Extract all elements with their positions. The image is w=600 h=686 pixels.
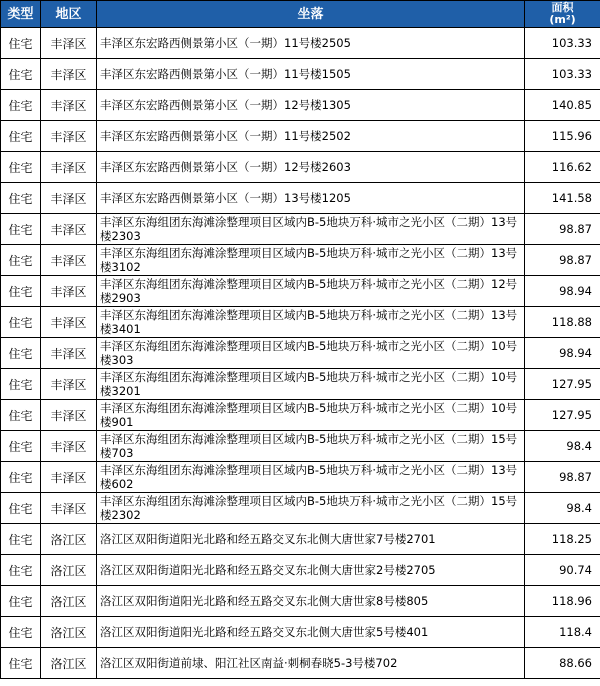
table-row — [1, 586, 600, 617]
area-cell: 127.95 — [525, 400, 600, 431]
table-row — [1, 28, 600, 59]
location-cell: 洛江区双阳街道阳光北路和经五路交叉东北侧大唐世家8号楼805 — [97, 586, 525, 617]
table-row — [1, 338, 600, 369]
table-row — [1, 90, 600, 121]
district-cell: 丰泽区 — [41, 152, 97, 183]
type-cell: 住宅 — [1, 90, 41, 121]
table-row — [1, 121, 600, 152]
table-row — [1, 617, 600, 648]
location-cell: 丰泽区东海组团东海滩涂整理项目区域内B-5地块万科·城市之光小区（二期）10号楼303 — [97, 338, 525, 369]
type-cell: 住宅 — [1, 307, 41, 338]
location-cell: 丰泽区东宏路西侧景第小区（一期）11号楼2505 — [97, 28, 525, 59]
district-cell: 洛江区 — [41, 524, 97, 555]
location-cell: 丰泽区东宏路西侧景第小区（一期）11号楼1505 — [97, 59, 525, 90]
location-cell: 丰泽区东海组团东海滩涂整理项目区域内B-5地块万科·城市之光小区（二期）10号楼901 — [97, 400, 525, 431]
type-cell: 住宅 — [1, 524, 41, 555]
location-cell: 丰泽区东宏路西侧景第小区（一期）12号楼2603 — [97, 152, 525, 183]
district-cell: 洛江区 — [41, 617, 97, 648]
type-cell: 住宅 — [1, 214, 41, 245]
area-cell: 118.88 — [525, 307, 600, 338]
table-row — [1, 431, 600, 462]
header-row — [1, 1, 600, 28]
table-body — [1, 28, 600, 679]
area-cell: 118.96 — [525, 586, 600, 617]
type-cell: 住宅 — [1, 59, 41, 90]
header-type: 类型 — [1, 1, 41, 28]
area-cell: 98.87 — [525, 245, 600, 276]
area-cell: 98.94 — [525, 276, 600, 307]
location-cell: 丰泽区东海组团东海滩涂整理项目区域内B-5地块万科·城市之光小区（二期）13号楼3102 — [97, 245, 525, 276]
area-cell: 98.94 — [525, 338, 600, 369]
area-cell: 90.74 — [525, 555, 600, 586]
district-cell: 丰泽区 — [41, 462, 97, 493]
district-cell: 丰泽区 — [41, 369, 97, 400]
location-cell: 洛江区双阳街道阳光北路和经五路交叉东北侧大唐世家5号楼401 — [97, 617, 525, 648]
district-cell: 丰泽区 — [41, 493, 97, 524]
location-cell: 丰泽区东宏路西侧景第小区（一期）12号楼1305 — [97, 90, 525, 121]
area-cell: 127.95 — [525, 369, 600, 400]
location-cell: 洛江区双阳街道前埭、阳江社区南益·刺桐春晓5-3号楼702 — [97, 648, 525, 679]
type-cell: 住宅 — [1, 121, 41, 152]
district-cell: 洛江区 — [41, 586, 97, 617]
type-cell: 住宅 — [1, 369, 41, 400]
location-cell: 洛江区双阳街道阳光北路和经五路交叉东北侧大唐世家2号楼2705 — [97, 555, 525, 586]
location-cell: 丰泽区东海组团东海滩涂整理项目区域内B-5地块万科·城市之光小区（二期）10号楼3201 — [97, 369, 525, 400]
table-row — [1, 59, 600, 90]
type-cell: 住宅 — [1, 152, 41, 183]
area-cell: 98.87 — [525, 214, 600, 245]
area-cell: 140.85 — [525, 90, 600, 121]
area-cell: 98.4 — [525, 431, 600, 462]
table-row — [1, 524, 600, 555]
table-row — [1, 214, 600, 245]
type-cell: 住宅 — [1, 586, 41, 617]
table-header — [1, 1, 600, 28]
district-cell: 丰泽区 — [41, 214, 97, 245]
table-row — [1, 307, 600, 338]
table-row — [1, 400, 600, 431]
type-cell: 住宅 — [1, 28, 41, 59]
table-row — [1, 183, 600, 214]
type-cell: 住宅 — [1, 431, 41, 462]
district-cell: 丰泽区 — [41, 121, 97, 152]
location-cell: 丰泽区东宏路西侧景第小区（一期）13号楼1205 — [97, 183, 525, 214]
table-row — [1, 369, 600, 400]
district-cell: 丰泽区 — [41, 400, 97, 431]
header-district: 地区 — [41, 1, 97, 28]
type-cell: 住宅 — [1, 493, 41, 524]
area-cell: 103.33 — [525, 28, 600, 59]
location-cell: 丰泽区东海组团东海滩涂整理项目区域内B-5地块万科·城市之光小区（二期）12号楼2903 — [97, 276, 525, 307]
location-cell: 丰泽区东海组团东海滩涂整理项目区域内B-5地块万科·城市之光小区（二期）13号楼3401 — [97, 307, 525, 338]
district-cell: 丰泽区 — [41, 245, 97, 276]
location-cell: 丰泽区东海组团东海滩涂整理项目区域内B-5地块万科·城市之光小区（二期）15号楼2302 — [97, 493, 525, 524]
district-cell: 丰泽区 — [41, 59, 97, 90]
area-cell: 115.96 — [525, 121, 600, 152]
location-cell: 丰泽区东海组团东海滩涂整理项目区域内B-5地块万科·城市之光小区（二期）15号楼703 — [97, 431, 525, 462]
type-cell: 住宅 — [1, 462, 41, 493]
district-cell: 丰泽区 — [41, 338, 97, 369]
area-cell: 118.4 — [525, 617, 600, 648]
district-cell: 丰泽区 — [41, 90, 97, 121]
type-cell: 住宅 — [1, 617, 41, 648]
location-cell: 丰泽区东海组团东海滩涂整理项目区域内B-5地块万科·城市之光小区（二期）13号楼2303 — [97, 214, 525, 245]
district-cell: 洛江区 — [41, 648, 97, 679]
location-cell: 丰泽区东海组团东海滩涂整理项目区域内B-5地块万科·城市之光小区（二期）13号楼602 — [97, 462, 525, 493]
table-row — [1, 245, 600, 276]
table-row — [1, 152, 600, 183]
area-cell: 103.33 — [525, 59, 600, 90]
type-cell: 住宅 — [1, 400, 41, 431]
area-cell: 88.66 — [525, 648, 600, 679]
district-cell: 丰泽区 — [41, 307, 97, 338]
type-cell: 住宅 — [1, 183, 41, 214]
table-row — [1, 648, 600, 679]
table-row — [1, 493, 600, 524]
type-cell: 住宅 — [1, 648, 41, 679]
district-cell: 丰泽区 — [41, 276, 97, 307]
type-cell: 住宅 — [1, 245, 41, 276]
location-cell: 丰泽区东宏路西侧景第小区（一期）11号楼2502 — [97, 121, 525, 152]
area-cell: 118.25 — [525, 524, 600, 555]
header-location: 坐落 — [97, 1, 525, 28]
area-cell: 116.62 — [525, 152, 600, 183]
type-cell: 住宅 — [1, 276, 41, 307]
header-area: 面积 (m²) — [525, 1, 600, 28]
location-cell: 洛江区双阳街道阳光北路和经五路交叉东北侧大唐世家7号楼2701 — [97, 524, 525, 555]
area-cell: 98.87 — [525, 462, 600, 493]
table-row — [1, 555, 600, 586]
type-cell: 住宅 — [1, 338, 41, 369]
type-cell: 住宅 — [1, 555, 41, 586]
district-cell: 洛江区 — [41, 555, 97, 586]
table-row — [1, 462, 600, 493]
district-cell: 丰泽区 — [41, 28, 97, 59]
area-cell: 98.4 — [525, 493, 600, 524]
area-cell: 141.58 — [525, 183, 600, 214]
district-cell: 丰泽区 — [41, 183, 97, 214]
district-cell: 丰泽区 — [41, 431, 97, 462]
table-row — [1, 276, 600, 307]
